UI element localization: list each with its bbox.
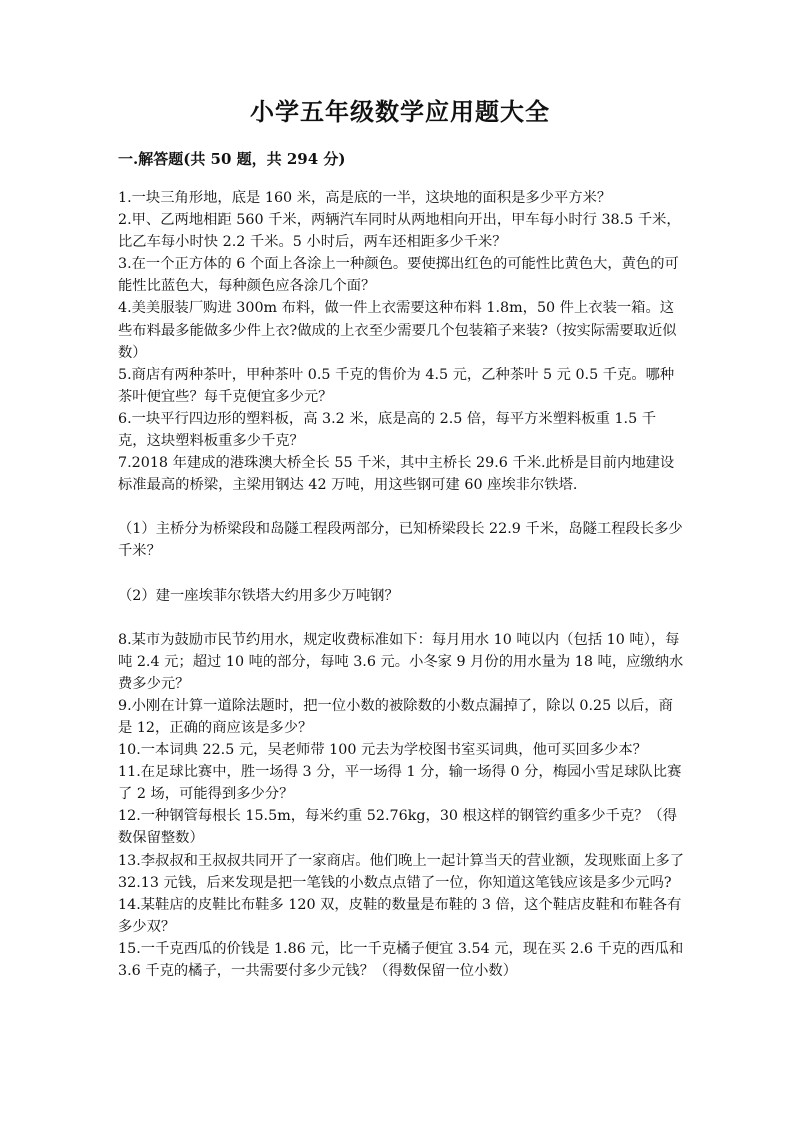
question-14: 14.某鞋店的皮鞋比布鞋多 120 双，皮鞋的数量是布鞋的 3 倍，这个鞋店皮鞋和布鞋各有多少双？ [118,896,682,935]
section-heading: 一.解答题(共 50 题，共 294 分) [118,150,346,168]
question-15: 15.一千克西瓜的价钱是 1.86 元，比一千克橘子便宜 3.54 元，现在买 2.6 千克的西瓜和 3.6 千克的橘子，一共需要付多少元钱？（得数保留一位小数） [118,940,684,979]
question-9: 9.小刚在计算一道除法题时，把一位小数的被除数的小数点漏掉了，除以 0.25 以后，商是 12，正确的商应该是多少？ [118,697,673,736]
question-10: 10.一本词典 22.5 元，吴老师带 100 元去为学校图书室买词典，他可买回多少本？ [118,742,647,759]
question-list [118,187,684,982]
question-12: 12.一种钢管每根长 15.5m，每米约重 52.76kg，30 根这样的钢管约重多少千克？（得数保留整数） [118,808,678,847]
question-13: 13.李叔叔和王叔叔共同开了一家商店。他们晚上一起计算当天的营业额，发现账面上多了 32.13 元钱，后来发现是把一笔钱的小数点点错了一位，你知道这笔钱应该是多少元吗? [118,852,685,891]
question-1: 1.一块三角形地，底是 160 米，高是底的一半，这块地的面积是多少平方米？ [118,190,612,206]
question-2: 2.甲、乙两地相距 560 千米，两辆汽车同时从两地相向开出，甲车每小时行 38.5 千米，比乙车每小时快 2.2 千米。5 小时后，两车还相距多少千米？ [118,212,681,251]
spacer [118,563,684,585]
question-6: 6.一块平行四边形的塑料板，高 3.2 米，底是高的 2.5 倍，每平方米塑料板重 1.5 千克，这块塑料板重多少千克？ [118,410,657,450]
spacer [118,607,684,629]
question-3: 3.在一个正方体的 6 个面上各涂上一种颜色。要使掷出红色的可能性比黄色大，黄色的可能性比蓝色大，每种颜色应各涂几个面？ [118,256,679,295]
spacer [118,496,684,518]
question-4: 4.美美服装厂购进 300m 布料，做一件上衣需要这种布料 1.8m，50 件上衣装一箱。这些布料最多能做多少件上衣?做成的上衣至少需要几个包装箱子来装?（按实际需要取近似数） [118,300,677,361]
question-11: 11.在足球比赛中，胜一场得 3 分，平一场得 1 分，输一场得 0 分，梅园小雪足球队比赛了 2 场，可能得到多少分？ [118,764,682,803]
question-5: 5.商店有两种茶叶，甲种茶叶 0.5 千克的售价为 4.5 元，乙种茶叶 5 元 0.5 千克。哪种茶叶便宜些？每千克便宜多少元？ [118,366,675,405]
sub-question-1: （1）主桥分为桥梁段和岛隧工程段两部分，已知桥梁段长 22.9 千米，岛隧工程段长多少千米？ [118,521,683,560]
page-title: 小学五年级数学应用题大全 [250,97,550,126]
question-7: 7.2018 年建成的港珠澳大桥全长 55 千米，其中主桥长 29.6 千米.此桥是目前内地建设标准最高的桥梁，主梁用钢达 42 万吨，用这些钢可建 60 座埃非尔铁塔. [118,455,675,494]
sub-question-2: （2）建一座埃菲尔铁塔大约用多少万吨钢？ [118,587,399,604]
question-8: 8.某市为鼓励市民节约用水，规定收费标准如下：每月用水 10 吨以内（包括 10 吨），每吨 2.4 元；超过 10 吨的部分，每吨 3.6 元。小冬家 9 月份的用水量为 18 吨，应缴纳水费多少元？ [118,631,684,692]
